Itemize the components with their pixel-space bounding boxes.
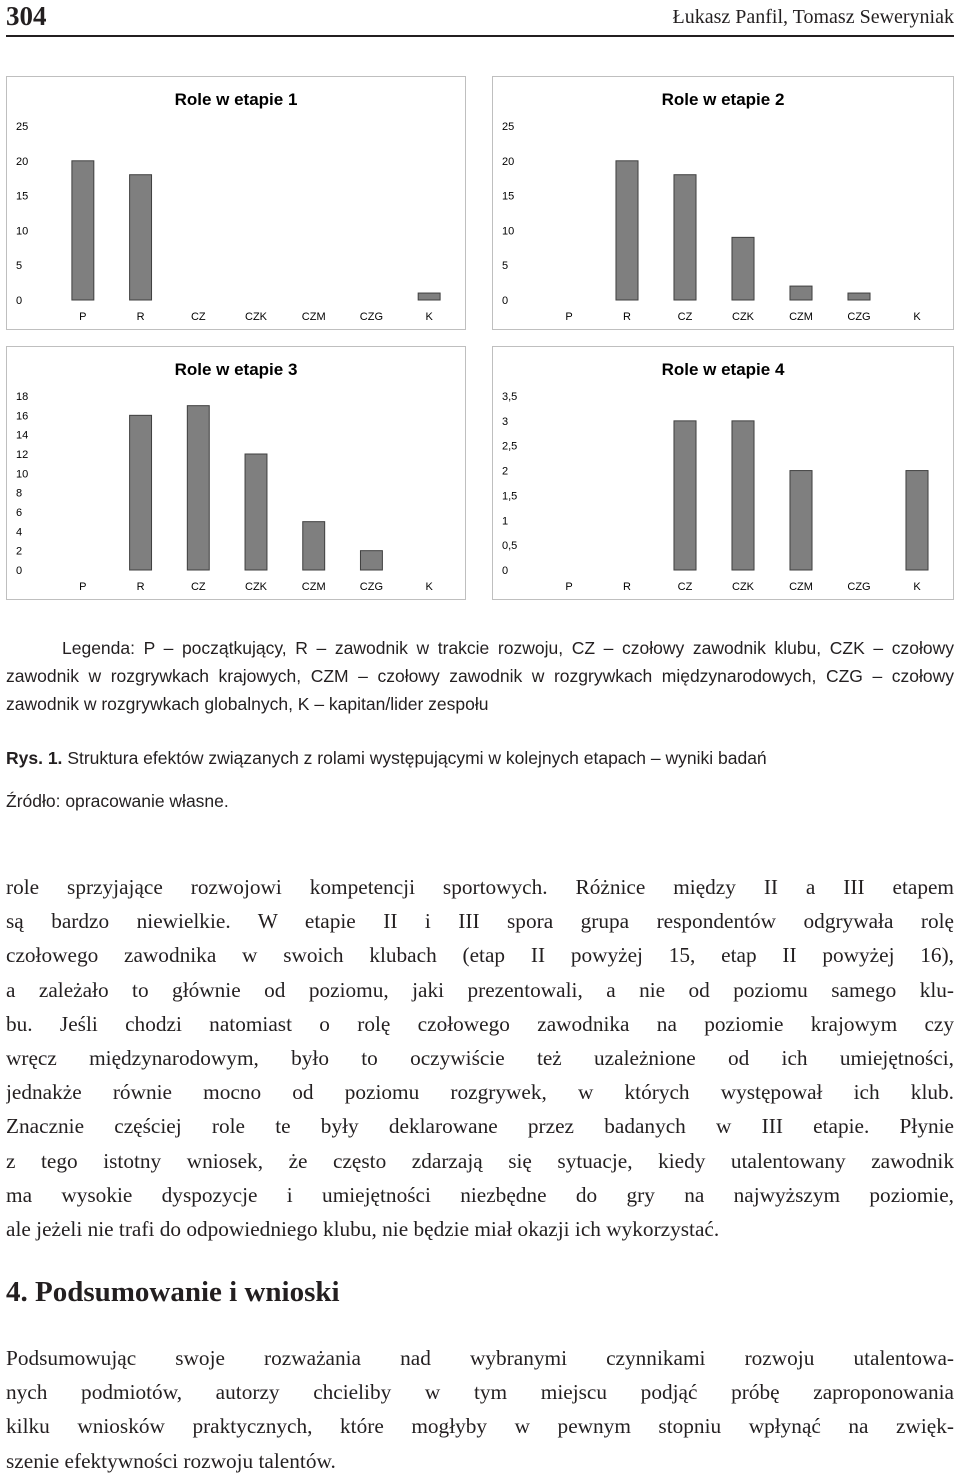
x-tick-label: K — [425, 581, 433, 593]
x-tick-label: CZ — [677, 581, 693, 593]
bar-czk — [732, 421, 754, 570]
bar-czk — [732, 237, 754, 300]
figure-source: Źródło: opracowanie własne. — [6, 791, 229, 811]
x-tick-label: CZM — [301, 581, 326, 593]
bar-czm — [790, 286, 812, 300]
y-tick-label: 25 — [502, 121, 515, 133]
y-tick-label: 6 — [16, 507, 23, 519]
chart-title: Role w etapie 1 — [174, 90, 298, 109]
page-number: 304 — [6, 1, 47, 31]
paragraph-line: Podsumowując swoje rozważania nad wybranymi czynnikami rozwoju utalentowa- — [6, 1346, 954, 1370]
x-tick-label: CZG — [847, 581, 871, 593]
x-tick-label: CZ — [190, 311, 206, 323]
chart-stage-1 — [6, 76, 466, 330]
bar-czm — [303, 522, 325, 570]
section-heading: 4. Podsumowanie i wnioski — [6, 1276, 340, 1308]
paragraph-line: są bardzo niewielkie. W etapie II i III spora grupa respondentów odgrywała rolę — [6, 909, 954, 934]
y-tick-label: 15 — [502, 190, 515, 203]
x-tick-label: CZK — [245, 311, 267, 323]
bar-czk — [245, 454, 267, 570]
y-tick-label: 1,5 — [502, 490, 518, 503]
y-tick-label: 5 — [16, 260, 23, 273]
paragraph-line: ma wysokie dyspozycje i umiejętności niezbędne do gry na najwyższym poziomie, — [6, 1182, 954, 1207]
y-tick-label: 14 — [16, 429, 29, 442]
bar-czm — [790, 471, 812, 570]
y-tick-label: 5 — [502, 260, 509, 273]
y-tick-label: 25 — [16, 121, 29, 133]
bar-cz — [187, 406, 209, 570]
x-tick-label: CZK — [732, 311, 754, 323]
bar-cz — [674, 421, 696, 570]
paragraph-line: szenie efektywności rozwoju talentów. — [6, 1448, 336, 1473]
y-tick-label: 0 — [502, 295, 509, 307]
paragraph-line: role sprzyjające rozwojowi kompetencji sportowych. Różnice między II a III etapem — [6, 875, 954, 899]
x-tick-label: K — [913, 581, 921, 593]
paragraph-line: bu. Jeśli chodzi natomiast o rolę czołowego zawodnika na poziomie krajowym czy — [6, 1011, 954, 1036]
x-tick-label: P — [565, 311, 573, 323]
bar-czg — [848, 293, 870, 300]
x-tick-label: R — [136, 311, 145, 323]
chart-frame — [493, 77, 954, 330]
y-tick-label: 20 — [16, 155, 29, 168]
y-tick-label: 15 — [16, 190, 29, 203]
x-tick-label: CZM — [301, 311, 326, 323]
y-tick-label: 0,5 — [502, 540, 518, 553]
x-tick-label: CZG — [359, 311, 384, 323]
paragraph-line: Znacznie częściej role te były deklarowane przez badanych w III etapie. Płynie — [6, 1114, 954, 1139]
caption-label: Rys. 1. — [6, 748, 63, 768]
paragraph-roles — [6, 870, 954, 1246]
x-tick-label: CZM — [789, 581, 813, 593]
bar-cz — [674, 175, 696, 300]
y-tick-label: 4 — [16, 526, 23, 539]
bar-r — [130, 175, 152, 300]
y-tick-label: 20 — [502, 155, 515, 168]
chart-stage-3 — [6, 346, 466, 600]
x-tick-label: R — [136, 581, 145, 593]
chart-stage-4 — [492, 346, 954, 600]
chart-frame — [7, 347, 466, 600]
x-tick-label: CZ — [190, 581, 206, 593]
figure-caption — [6, 744, 767, 772]
y-tick-label: 8 — [16, 487, 23, 500]
caption-text: Struktura efektów związanych z rolami występującymi w kolejnych etapach – wyniki badań — [67, 748, 767, 768]
bar-r — [616, 161, 638, 300]
y-tick-label: 1 — [502, 515, 509, 528]
x-tick-label: CZ — [677, 311, 693, 323]
paragraph-line: nych podmiotów, autorzy chcieliby w tym miejscu podjąć próbę zaproponowania — [6, 1380, 954, 1405]
y-tick-label: 10 — [502, 225, 515, 238]
x-tick-label: R — [623, 311, 631, 323]
y-tick-label: 2,5 — [502, 440, 518, 453]
x-tick-label: CZK — [732, 581, 754, 593]
chart-title: Role w etapie 4 — [661, 360, 785, 379]
y-tick-label: 16 — [16, 410, 29, 423]
paragraph-line: ale jeżeli nie trafi do odpowiedniego klubu, nie będzie miał okazji ich wykorzystać. — [6, 1217, 720, 1242]
legend-text: Legenda: P – początkujący, R – zawodnik w trakcie rozwoju, CZ – czołowy zawodnik klubu, CZK – czołowy zawodnik w rozgrywkach krajowych, CZM – czołowy zawodnik w rozgrywkach międzynarodowych, CZG – czołowy zawodnik w rozgrywkach globalnych, K – kapitan/lider zespołu — [6, 638, 954, 714]
y-tick-label: 10 — [16, 468, 29, 481]
chart-stage-2 — [492, 76, 954, 330]
x-tick-label: K — [913, 311, 921, 323]
figure-legend — [6, 634, 954, 718]
y-tick-label: 2 — [502, 465, 509, 478]
paragraph-line: kilku wniosków praktycznych, które mogłyby w pewnym stopniu wpłynąć na zwięk- — [6, 1414, 954, 1439]
y-tick-label: 18 — [16, 391, 29, 403]
y-tick-label: 2 — [16, 545, 23, 558]
paragraph-line: a zależało to głównie od poziomu, jaki prezentowali, a nie od poziomu samego klu- — [6, 977, 954, 1002]
bar-r — [130, 415, 152, 570]
x-tick-label: P — [79, 311, 87, 323]
paragraph-line: jednakże równie mocno od poziomu rozgrywek, w których występował ich klub. — [6, 1080, 954, 1105]
bar-k — [418, 293, 440, 300]
y-tick-label: 12 — [16, 449, 29, 461]
y-tick-label: 3 — [502, 415, 509, 428]
y-tick-label: 0 — [16, 295, 23, 307]
x-tick-label: P — [79, 581, 87, 593]
x-tick-label: CZG — [847, 311, 871, 323]
bar-p — [72, 161, 94, 300]
bar-k — [906, 471, 928, 570]
x-tick-label: CZK — [245, 581, 267, 593]
y-tick-label: 3,5 — [502, 391, 518, 403]
chart-title: Role w etapie 3 — [174, 360, 298, 379]
x-tick-label: P — [565, 581, 573, 593]
x-tick-label: K — [425, 311, 433, 323]
y-tick-label: 10 — [16, 225, 29, 238]
page-header — [6, 0, 954, 37]
x-tick-label: CZM — [789, 311, 813, 323]
paragraph-line: czołowego zawodnika w swoich klubach (etap II powyżej 15, etap II powyżej 16), — [6, 943, 954, 968]
x-tick-label: CZG — [359, 581, 384, 593]
chart-title: Role w etapie 2 — [661, 90, 785, 109]
paragraph-line: z tego istotny wniosek, że często zdarzają się sytuacje, kiedy utalentowany zawodnik — [6, 1148, 954, 1173]
x-tick-label: R — [623, 581, 631, 593]
paragraph-summary — [6, 1341, 954, 1478]
y-tick-label: 0 — [16, 565, 23, 577]
chart-frame — [493, 347, 954, 600]
y-tick-label: 0 — [502, 565, 509, 577]
paragraph-line: wręcz międzynarodowym, było to oczywiście też uzależnione od ich umiejętności, — [6, 1046, 954, 1071]
running-head-authors: Łukasz Panfil, Tomasz Seweryniak — [672, 6, 954, 28]
bar-czg — [360, 551, 382, 570]
